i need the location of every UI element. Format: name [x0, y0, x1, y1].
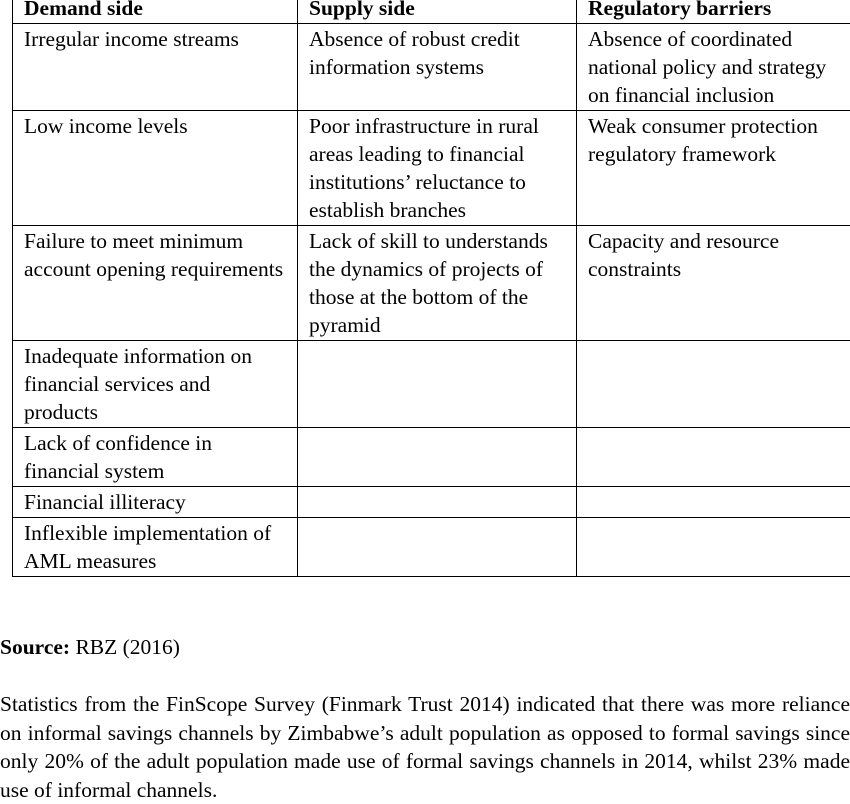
header-demand-side: Demand side: [13, 0, 298, 24]
table-cell: Lack of skill to understands the dynamics of projects of those at the bottom of the pyramid: [298, 226, 577, 341]
table-cell: Inflexible implementation of AML measures: [13, 518, 298, 577]
source-citation: [0, 633, 180, 661]
source-text: RBZ (2016): [70, 635, 180, 659]
header-regulatory-barriers: Regulatory barriers: [577, 0, 850, 24]
table-row: [13, 428, 850, 487]
table-cell: Low income levels: [13, 111, 298, 226]
table-cell: [577, 428, 850, 487]
table-cell: [298, 428, 577, 487]
header-supply-side: Supply side: [298, 0, 577, 24]
table-cell: [577, 487, 850, 518]
table-cell: Failure to meet minimum account opening requirements: [13, 226, 298, 341]
barriers-table: [12, 0, 850, 577]
table-row: [13, 226, 850, 341]
table-header-row: [13, 0, 850, 24]
table-row: [13, 24, 850, 111]
table-cell: [577, 518, 850, 577]
table-cell: Weak consumer protection regulatory framework: [577, 111, 850, 226]
barriers-table-container: [12, 0, 850, 577]
table-cell: Financial illiteracy: [13, 487, 298, 518]
table-cell: Inadequate information on financial services and products: [13, 341, 298, 428]
table-row: [13, 341, 850, 428]
table-cell: [577, 341, 850, 428]
table-cell: Capacity and resource constraints: [577, 226, 850, 341]
table-row: [13, 111, 850, 226]
table-cell: Absence of coordinated national policy and strategy on financial inclusion: [577, 24, 850, 111]
table-cell: [298, 487, 577, 518]
table-cell: Lack of confidence in financial system: [13, 428, 298, 487]
table-cell: Absence of robust credit information systems: [298, 24, 577, 111]
table-row: [13, 487, 850, 518]
table-cell: Poor infrastructure in rural areas leading to financial institutions’ reluctance to establish branches: [298, 111, 577, 226]
table-cell: Irregular income streams: [13, 24, 298, 111]
table-cell: [298, 518, 577, 577]
table-row: [13, 518, 850, 577]
body-paragraph: Statistics from the FinScope Survey (Finmark Trust 2014) indicated that there was more reliance on informal savings channels by Zimbabwe’s adult population as opposed to formal savings since only 20% of the adult population made use of formal savings channels in 2014, whilst 23% made use of informal channels.: [0, 690, 850, 804]
source-label: Source:: [0, 635, 70, 659]
table-cell: [298, 341, 577, 428]
